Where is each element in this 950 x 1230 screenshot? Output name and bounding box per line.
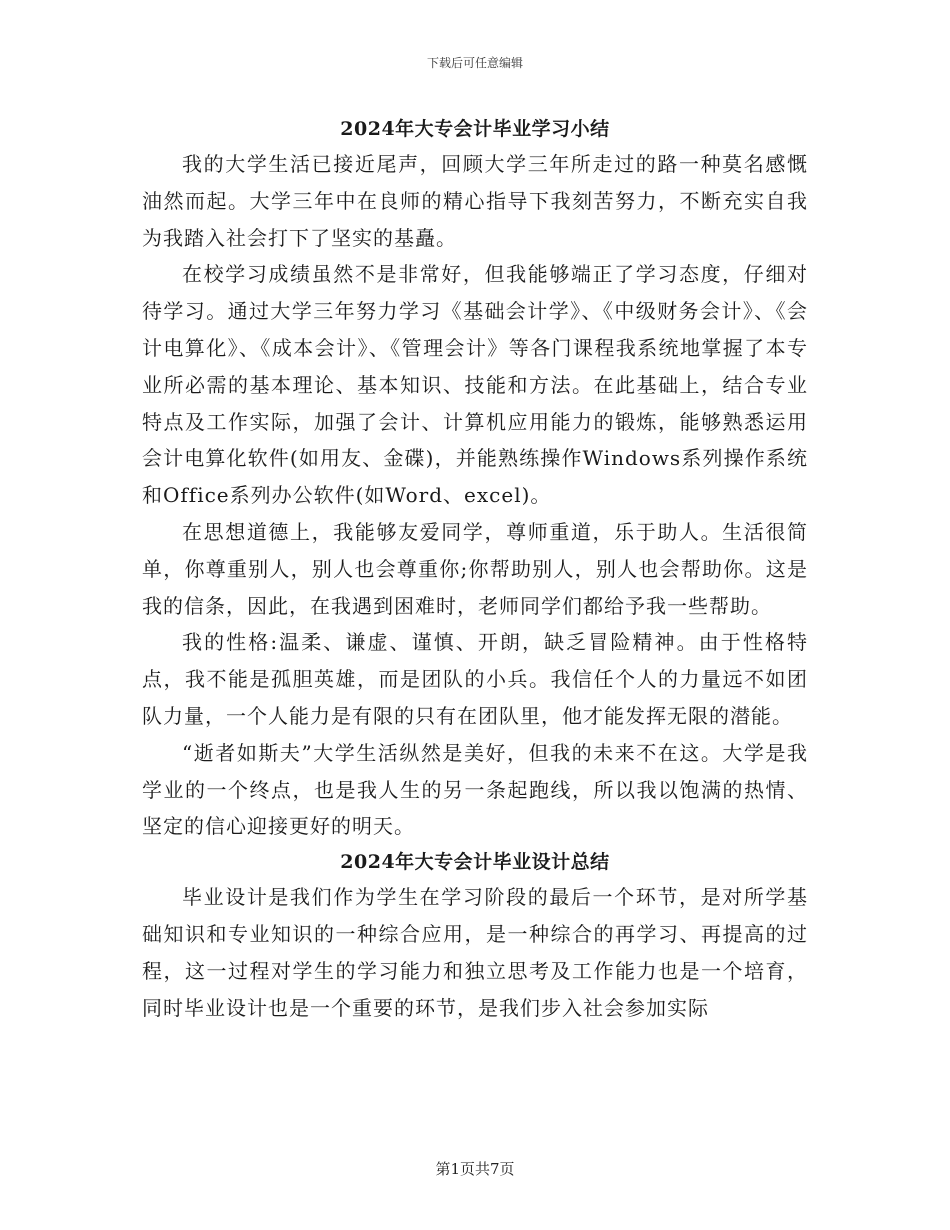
section-title-design-summary: 2024年大专会计毕业设计总结 [340,851,610,874]
paragraph: “逝者如斯夫”大学生活纵然是美好，但我的未来不在这。大学是我学业的一个终点，也是我人生的另一条起跑线，所以我以饱满的热情、坚定的信心迎接更好的明天。 [142,740,808,839]
paragraph: 在思想道德上，我能够友爱同学，尊师重道，乐于助人。生活很简单，你尊重别人，别人也会尊重你;你帮助别人，别人也会帮助你。这是我的信条，因此，在我遇到困难时，老师同学们都给予我一些帮助。 [142,519,808,618]
paragraph: 在校学习成绩虽然不是非常好，但我能够端正了学习态度，仔细对待学习。通过大学三年努力学习《基础会计学》、《中级财务会计》、《会计电算化》、《成本会计》、《管理会计》等各门课程我系统地掌握了本专业所必需的基本理论、基本知识、技能和方法。在此基础上，结合专业特点及工作实际，加强了会计、计算机应用能力的锻炼，能够熟悉运用会计电算化软件(如用友、金碟)，并能熟练操作Windows系列操作系统和Office系列办公软件(如Word、excel)。 [142,262,808,508]
paragraph: 我的大学生活已接近尾声，回顾大学三年所走过的路一种莫名感慨油然而起。大学三年中在良师的精心指导下我刻苦努力，不断充实自我为我踏入社会打下了坚实的基矗。 [142,152,808,250]
paragraph: 毕业设计是我们作为学生在学习阶段的最后一个环节，是对所学基础知识和专业知识的一种综合应用，是一种综合的再学习、再提高的过程，这一过程对学生的学习能力和独立思考及工作能力也是一个培育，同时毕业设计也是一个重要的环节，是我们步入社会参加实际 [142,885,808,1020]
page-number: 第1页共7页 [435,1160,515,1178]
paragraph: 我的性格:温柔、谦虚、谨慎、开朗，缺乏冒险精神。由于性格特点，我不能是孤胆英雄，而是团队的小兵。我信任个人的力量远不如团队力量，一个人能力是有限的只有在团队里，他才能发挥无限的潜能。 [142,630,808,728]
document-body [142,112,808,1026]
section-title-study-summary: 2024年大专会计毕业学习小结 [340,118,610,140]
page-header-note: 下载后可任意编辑 [426,56,523,70]
